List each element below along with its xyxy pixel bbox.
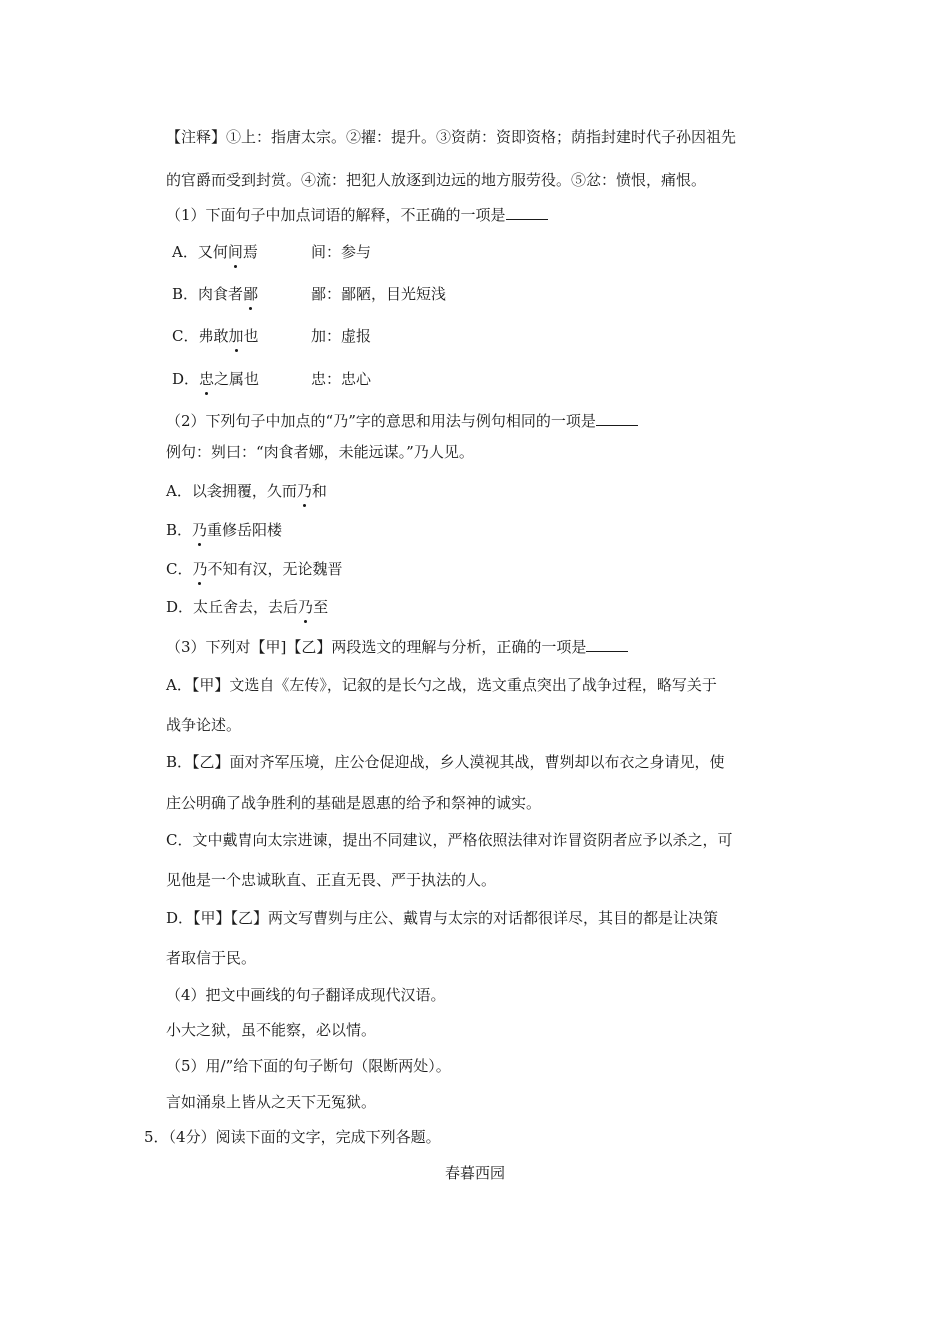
q5-stem: （5）用/”给下面的句子断句（限断两处）。 <box>166 1057 451 1075</box>
emphasis-dot-word: 忠 <box>199 370 215 388</box>
emphasis-dot-word: 间 <box>227 243 243 261</box>
q3-line: 见他是一个忠诚耿直、正直无畏、严于执法的人。 <box>166 871 497 889</box>
emphasis-dot-word: 乃 <box>296 482 312 500</box>
q4-text: 小大之狱，虽不能察，必以情。 <box>166 1021 377 1039</box>
q3-line: 者取信于民。 <box>166 949 257 967</box>
q1-option-b: B．肉食者鄙 鄙：鄙陋，目光短浅 <box>172 285 447 303</box>
emphasis-dot-word: 乃 <box>298 598 314 616</box>
emphasis-dot-word: 鄙 <box>243 285 259 303</box>
q1-option-c: C．弗敢加也 加：虚报 <box>172 327 372 345</box>
answer-blank <box>596 411 638 426</box>
q2-option-d: D．太丘舍去，去后乃至 <box>166 598 329 616</box>
q3-line: C．文中戴胄向太宗进谏，提出不同建议，严格依照法律对诈冒资阴者应予以杀之，可 <box>166 831 733 849</box>
emphasis-dot-word: 乃 <box>192 521 208 539</box>
q1-stem: （1）下面句子中加点词语的解释，不正确的一项是 <box>166 205 548 225</box>
q1-option-a-gloss: 间：参与 <box>311 243 372 261</box>
answer-blank <box>586 637 628 652</box>
emphasis-dot-word: 乃 <box>192 560 208 578</box>
answer-blank <box>506 205 548 220</box>
q1-option-a: A．又何间焉 间：参与 <box>172 243 372 261</box>
q3-line: 庄公明确了战争胜利的基础是恩惠的给予和祭神的诚实。 <box>166 794 542 812</box>
q3-stem: （3）下列对【甲]【乙】两段选文的理解与分析，正确的一项是 <box>166 637 628 657</box>
q2-stem: （2）下列句子中加点的“乃”字的意思和用法与例句相同的一项是 <box>166 411 638 431</box>
q2-option-c: C．乃不知有汉，无论魏晋 <box>166 560 343 578</box>
q1-option-c-gloss: 加：虚报 <box>311 327 372 345</box>
note-line-1: 【注释】①上：指唐太宗。②擢：提升。③资荫：资即资格；荫指封建时代子孙因祖先 <box>166 128 737 146</box>
q1-option-d-gloss: 忠：忠心 <box>311 370 372 388</box>
q5-text: 言如涌泉上皆从之天下无冤狱。 <box>166 1093 377 1111</box>
section-5-heading: 5．（4分）阅读下面的文字，完成下列各题。 <box>144 1128 441 1146</box>
q1-option-b-gloss: 鄙：鄙陋，目光短浅 <box>311 285 447 303</box>
q1-option-d: D．忠之属也 忠：忠心 <box>172 370 372 388</box>
q3-line: A．【甲】文选自《左传》，记叙的是长勺之战，选文重点突出了战争过程，略写关于 <box>166 676 717 694</box>
emphasis-dot-word: 加 <box>228 327 244 345</box>
q2-option-b: B．乃重修岳阳楼 <box>166 521 283 539</box>
q3-line: 战争论述。 <box>166 716 242 734</box>
poem-title: 春暮西园 <box>444 1164 505 1182</box>
q3-line: D．【甲】【乙】两文写曹刿与庄公、戴胄与太宗的对话都很详尽，其目的都是让决策 <box>166 909 719 927</box>
note-line-2: 的官爵而受到封赏。④流：把犯人放逐到边远的地方服劳役。⑤忿：愤恨，痛恨。 <box>166 171 707 189</box>
q2-option-a: A．以衾拥覆，久而乃和 <box>166 482 327 500</box>
q3-line: B．【乙】面对齐军压境，庄公仓促迎战，乡人漠视其战，曹刿却以布衣之身请见，使 <box>166 753 725 771</box>
q4-stem: （4）把文中画线的句子翻译成现代汉语。 <box>166 986 446 1004</box>
q2-example: 例句：刿曰：“肉食者娜，未能远谋。”乃人见。 <box>166 443 474 461</box>
